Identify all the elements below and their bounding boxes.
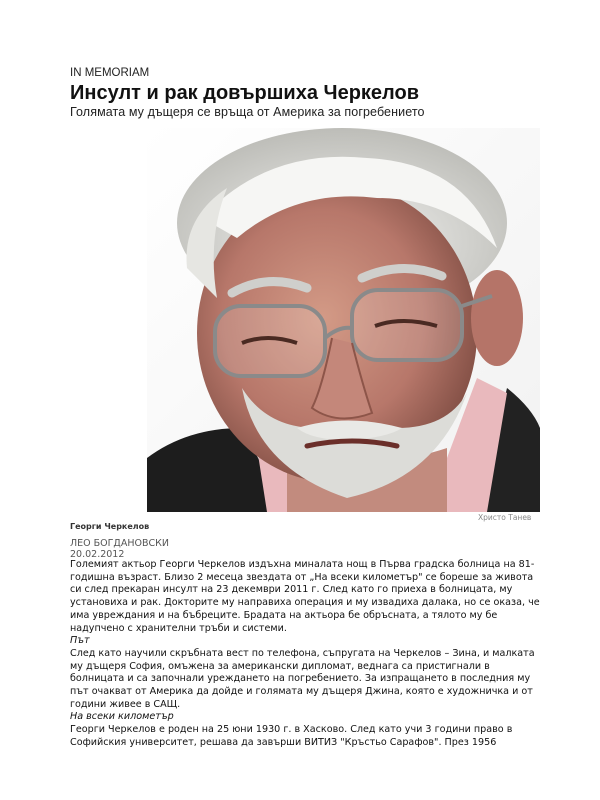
section-heading-put: Път [70, 635, 90, 647]
section-heading-km: На всеки километър [70, 711, 174, 723]
byline [70, 538, 540, 560]
photo-credit: Христо Танев [478, 513, 532, 522]
paragraph-intro: Големият актьор Георги Черкелов издъхна миналата нощ в Първа градска болница на 81-годишна възраст. Близо 2 месеца звездата от „На всеки километър" се бореше за живота си след прекаран инсулт на 23 декември 2011 г. След като го приеха в болницата, му установиха и рак. Докторите му направиха операция и му извадиха далака, но се оказа, че има увреждания и на бъбреците. Брадата на актьора бе обръсната, а тялото му бе надупчено с хранителни тръби и системи. [70, 559, 540, 634]
paragraph-family: След като научили скръбната вест по телефона, съпругата на Черкелов – Зина, и малката му дъщеря София, омъжена за американски дипломат, веднага са пристигнали в болницата и са започнали уреждането на погребението. За изпращането в последния му път очакват от Америка да дойде и голямата му дъщеря Джина, която е художничка и от години живее в САЩ. [70, 647, 535, 710]
article-body [70, 559, 540, 750]
article-headline: Инсулт и рак довършиха Черкелов [70, 82, 420, 104]
author-name: ЛЕО БОГДАНОВСКИ [70, 538, 169, 549]
article-header [70, 66, 536, 120]
publish-date: 20.02.2012 [70, 549, 125, 560]
photo-caption: Георги Черкелов [70, 522, 150, 531]
portrait-illustration [147, 128, 540, 512]
article-subheadline: Голямата му дъщеря се връща от Америка за погребението [70, 105, 425, 119]
article-kicker: IN MEMORIAM [70, 67, 150, 79]
paragraph-biography: Георги Черкелов е роден на 25 юни 1930 г. в Хасково. След като учи 3 години право в Софийския университет, решава да завърши ВИТИЗ "Кръстьо Сарафов". През 1956 [70, 724, 513, 748]
portrait-photo [147, 128, 540, 512]
